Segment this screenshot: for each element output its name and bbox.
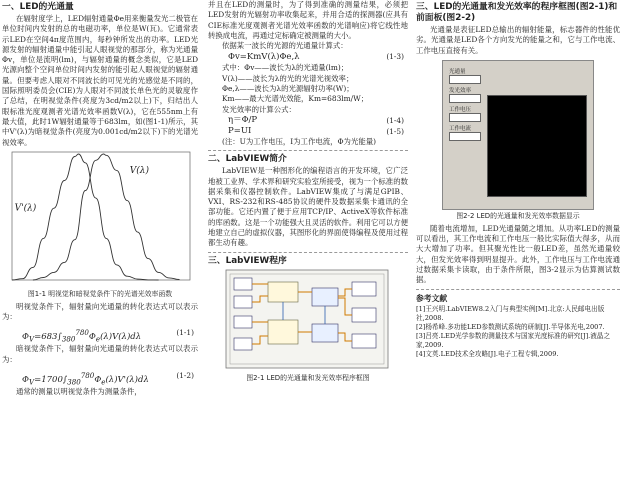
- column-1: [2, 0, 198, 397]
- definition: 发光效率的计算公式：: [222, 104, 296, 114]
- equation-1-1: $\Phi_V=683\int_{380}^{780}\Phi_e(\lambda)V(\lambda)d\lambda$ (1-1): [2, 322, 198, 344]
- paragraph: 光通量是表征LED总输出的辐射能量，标志器件的性能优劣。光通量是LED各个方向发光的能量之和，它与工作电流、工作电压直接有关。: [416, 25, 620, 55]
- section-heading-labview-program: 三、LabVIEW程序: [208, 255, 287, 266]
- figure-caption: 图1-1 明视觉和暗视觉条件下的光谱光效率函数: [27, 289, 173, 298]
- numeric-indicator: [449, 94, 481, 103]
- divider: [208, 252, 408, 253]
- panel-label: 工作电流: [449, 125, 472, 132]
- reference-item: [3]吕亮.LED光学参数的测量技术与国家光度标准的研究[J].液晶之家,2009.: [416, 331, 611, 350]
- paragraph: LabVIEW是一种图形化的编程语言的开发环境，它广泛地被工业界、学术界和研究实验室所接受，视为一个标准的数据采集和仪器控制软件。LabVIEW集成了与满足GPIB、VXI、RS-232和RS-485协议的硬件及数据采集卡通讯的全部功能。它还内置了便于应用TCP/IP、ActiveX等软件标准的库函数。这是一个功能强大且灵活的软件。利用它可以方便地建立自己的虚拟仪器，其图形化的界面使得编程及使用过程都生动有趣。: [208, 166, 408, 248]
- definition: V(λ)——波长为λ的光的光谱光视效率；: [222, 73, 354, 83]
- figure-caption: 图2-1 LED的光通量和发光效率程序框图: [246, 373, 370, 382]
- numeric-indicator: [449, 113, 481, 122]
- reference-item: [2]杨希峰.多功能LED参数测试系统的研制[J].半导体光电,2007.: [416, 322, 605, 331]
- front-panel-figure: [442, 60, 594, 210]
- definition: Km——最大光谱光效能，Km=683lm/W；: [222, 94, 369, 104]
- paragraph: 通常的测量以明视觉条件为测量条件，: [16, 387, 142, 397]
- column-2: [208, 0, 408, 386]
- paragraph: 依据某一波长的光源的光通量计算式：: [222, 41, 348, 51]
- panel-label: 发光效率: [449, 87, 472, 94]
- graph-display: [487, 95, 587, 197]
- equation-1-2: $\Phi_V=1700\int_{380}^{780}\Phi_e(\lambda)V'(\lambda)d\lambda$ (1-2): [2, 365, 198, 387]
- panel-label: 光通量: [449, 68, 466, 75]
- reference-item: [1]王兴明.LabVIEW8.2入门与典型实例[M].北京:人民邮电出版社,2008.: [416, 304, 605, 322]
- reference-item: [4]文英.LED技术全攻略[J].电子工程专辑,2009.: [416, 350, 559, 359]
- column-3: [416, 0, 620, 359]
- numeric-indicator: [449, 75, 481, 84]
- section-heading-labview: 二、LabVIEW简介: [208, 154, 287, 165]
- figure-caption: 图2-2 LED的光通量和发光效率数据显示: [456, 211, 580, 220]
- divider: [208, 150, 408, 151]
- series-label-scotopic: V'(λ): [14, 203, 37, 214]
- paragraph: 在辐射度学上，LED辐射通量Φe用来衡量发光二极管在单位时间内发射的总的电磁功率，单位是W(瓦)。它通常表示LED在空间4π度范围内，每秒钟所发出的功率。LED光源发射的辐射通量中能引起人眼视觉的那部分，称为光通量Φv，单位是流明(lm)，与辐射通量的概念类似，它是LED光源向整个空间单位时间内发射的能引起人眼视觉的辐射通量。但要考虑人眼对不同波长的可见光的光感觉是不同的，国际照明委员会(CIE)为人眼对不同波长单色光的灵敏度作了总结，在明视觉条件(亮度为3cd/m2以上)下，归结出人眼标准光度观测者光谱光效率函数V(λ)，它在555nm上有最大值，此时1W辐射通量等于683lm，如(图1-1)所示，其中V'(λ)为暗视觉条件(亮度为0.001cd/m2以下)下的光谱光视效率。: [2, 14, 198, 147]
- equation-number: (1-2): [176, 371, 194, 381]
- paragraph: 并且在LED的测量时，为了得到准确的测量结果，必须把LED发射的光辐射功率收集起来，并用合适的探测器(应具有CIE标准光度观测者光谱光效率函数的光谱响应)将它线性地转换成电流，再通过定标确定被测量的大小。: [208, 0, 408, 40]
- divider: [416, 289, 620, 290]
- note: (注：U为工作电压，I为工作电流，Φ为光能量): [222, 136, 377, 146]
- section-heading-program-diagram: 三、LED的光通量和发光效率的程序框图(图2-1)和前面板(图2-2): [416, 2, 618, 23]
- paragraph: 明视觉条件下，辐射量向光通量的转化表达式可以表示为：: [2, 301, 198, 322]
- numeric-indicator: [449, 132, 481, 141]
- paragraph: 暗视觉条件下，辐射量向光通量的转化表达式可以表示为：: [2, 344, 198, 364]
- series-label-photopic: V(λ): [129, 165, 150, 176]
- definition: Φe,λ——波长为λ的光源辐射功率(W)；: [222, 84, 354, 94]
- block-diagram-figure: [208, 268, 408, 372]
- formula-1-3: Φv=KmV(λ)Φe,λ (1-3): [228, 52, 404, 63]
- references-heading: 参考文献: [416, 293, 448, 303]
- formula-1-5: P=UI (1-5): [228, 125, 404, 136]
- spectral-efficiency-chart: [2, 148, 198, 288]
- definition: 式中：Φv——波长为λ的光通量(lm)；: [222, 63, 349, 73]
- equation-number: (1-1): [176, 328, 194, 338]
- formula-1-4: η＝Φ/P (1-4): [228, 114, 404, 125]
- paragraph: 随着电流增加，LED光通量随之增加。从功率LED的测量可以看出，其工作电流和工作电压一般比实际值大得多，从而大大增加了功率。但其聚光性比一般LED差，虽然光通量较大，但发光效率得到明显提升。此外，工作电压与工作电流通过数据采集卡读取，由于条件所限，图3-2显示为估算测试数据。: [416, 223, 620, 285]
- panel-label: 工作电压: [449, 106, 472, 113]
- section-heading-luminous-flux: 一、LED的光通量: [2, 2, 74, 12]
